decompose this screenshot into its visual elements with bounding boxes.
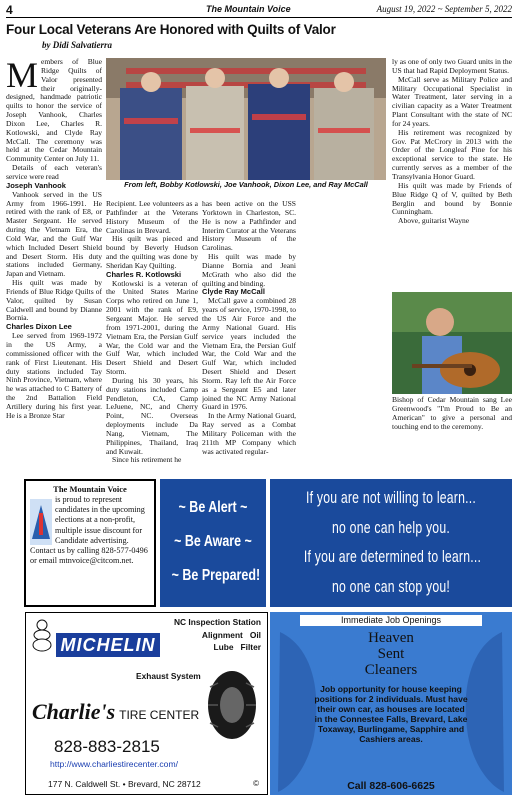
- paragraph: Kotlowski is a veteran of the United States Marine Corps who retired on June 1, 2001 with the rank of E9, Sergeant Major. He served from 1971-2001, during the Vietnam Era, the Persian Gulf War, the Cold war and the Gulf War, which included Desert Shield and Desert Storm.: [106, 278, 198, 377]
- ad-phone: Call 828-606-6625: [347, 780, 435, 792]
- michelin-logo: MICHELIN: [56, 633, 160, 657]
- article-column-3: [202, 200, 296, 478]
- learn-quote-ad: [270, 479, 512, 607]
- ad-line: no one can stop you!: [332, 576, 450, 596]
- paragraph: His quilt was made by Dianne Bornia and Jeani McGrath who also did the quilting and binding.: [202, 252, 296, 288]
- article-title: Four Local Veterans Are Honored with Quilts of Valor: [6, 22, 336, 37]
- veterans-photo: [106, 58, 386, 180]
- paragraph: Lee served from 1969-1972 in the US Army, a commissioned officer with the rank of First Lieutenant. His duty stations included Tay Ninh Province, Vietnam, where he was attached to C Battery of the 2nd Battalion Field Artillery during his first year. He is a Bronze Star: [6, 331, 102, 420]
- issue-dates: August 19, 2022 ~ September 5, 2022: [376, 4, 512, 14]
- ad-banner: Immediate Job Openings: [300, 615, 482, 626]
- ad-services: Alignment Oil: [201, 629, 261, 640]
- section-heading: Joseph Vanhook: [6, 180, 66, 190]
- paragraph: During his 30 years, his duty stations included Camp Pendleton, CA, Camp LeJuene, NC, and Cherry Point, NC. Overseas deployments include Da Nang, Vietnam, The Philippines, Thailand, Iraq and Kuwait.: [106, 375, 198, 456]
- flag-logo-icon: [30, 499, 52, 545]
- section-heading: Charles Dixon Lee: [6, 322, 72, 332]
- paragraph: McCall gave a combined 28 years of service, 1970-1998, to the US Air Force and the Army National Guard. His service years included the Vietnam Era, the Persian Gulf War, the Cold War and the Gulf War, which included Desert Shield and Desert Storm. Ray left the Air Force as a Sergeant E5 and later joined the NC Army National Guard in 1976.: [202, 296, 296, 412]
- paragraph: Recipient. Lee volunteers as a Pathfinder at the Veterans History Museum of the Carolinas in Brevard.: [106, 200, 198, 235]
- ad-services: Lube Filter: [213, 642, 261, 652]
- page-number: 4: [6, 3, 13, 17]
- heaven-sent-cleaners-ad: [270, 612, 512, 795]
- ad-business-name: [320, 630, 462, 678]
- tire-center-logo: [32, 699, 199, 725]
- paragraph: has been active on the USS Yorktown in Charleston, SC. He is now a Pathfinder and Interim Curator at the Veterans History Museum of the Carolinas.: [202, 200, 296, 253]
- paragraph: His quilt was pieced and bound by Beverly Hudson and the quilting was done by Sheridan Kay Quilting.: [106, 234, 198, 270]
- ad-name-line: Sent: [377, 646, 405, 662]
- article-column-4: [392, 58, 512, 290]
- paragraph: In the Army National Guard, Ray served as a Combat Military Policeman with the 211th MP Company which was activated regular-: [202, 411, 296, 456]
- ad-exhaust: Exhaust System: [136, 671, 201, 681]
- tire-icon: [204, 669, 260, 741]
- paragraph: ly as one of only two Guard units in the US that had Rapid Deployment Status.: [392, 58, 512, 75]
- ad-name-line: Heaven: [368, 630, 414, 646]
- ad-line: ~ Be Alert ~: [178, 499, 248, 516]
- ad-url-link[interactable]: http://www.charliestirecenter.com/: [50, 759, 178, 769]
- byline: by Didi Salvatierra: [42, 40, 112, 50]
- paragraph: His retirement was recognized by Gov. Pat McCrory in 2013 with the Order of the Longleaf Pine for his exceptional service to the state. He currently serves as a member of the Transylvania Honor Guard.: [392, 127, 512, 181]
- ad-business-name: TIRE CENTER: [119, 708, 200, 722]
- mountain-voice-ad: [24, 479, 156, 607]
- ad-body-text: is proud to represent candidates in the upcoming elections at a non-profit, multiple issue discount for Candidate advertising. Contact us by calling 828-577-0496 or email mtnvoice@citcom.net.: [30, 495, 148, 566]
- ad-line: ~ Be Aware ~: [174, 533, 252, 550]
- paragraph: Above, guitarist Wayne: [398, 216, 470, 226]
- paragraph: Bishop of Cedar Mountain sang Lee Greenwood's "I'm Proud to Be an American" to give a personal and touching end to the ceremony.: [392, 396, 512, 431]
- paragraph: His quilt was made by Friends of Blue Ridge Quilts of Valor, quilted by Susan Caldwell and bound by Dianne Bornia.: [6, 278, 102, 323]
- ad-services: NC Inspection Station: [173, 617, 261, 627]
- article-column-2: [106, 200, 198, 478]
- ad-phone: 828-883-2815: [54, 737, 160, 756]
- ad-business-name: Charlie's: [32, 699, 116, 724]
- guitarist-photo: [392, 292, 512, 394]
- photo-caption: From left, Bobby Kotlowski, Joe Vanhook, Dixon Lee, and Ray McCall: [124, 180, 368, 189]
- paragraph: His quilt was made by Friends of Blue Ridge Q of V, quilted by Beth Berglin and bound by Bonnie Cunningham.: [392, 180, 512, 217]
- ad-body-text: Job opportunity for house keeping positions for 2 individuals. Must have their own car, as houses are located in the Connestee Falls, Brevard, Lake Toxaway, Burlingame, Sapphire and Cashiers areas.: [314, 684, 468, 744]
- paragraph: embers of Blue Ridge Quilts of Valor presented their originally-designed, handmade patriotic quilts to honor the service of Joseph Vanhook, Charles Dixon Lee, Charles R. Kotlowski, and Clyde Ray McCall. The ceremony was held at the Cedar Mountain Community Center on July 11.: [6, 58, 102, 164]
- ad-line: If you are not willing to learn...: [306, 488, 476, 507]
- ad-publication-name: The Mountain Voice: [53, 484, 127, 494]
- paragraph: McCall serve as Military Police and Military Occupational Specialist in Water Treatment, later serving in a civilian capacity as a Water Treatment Plant Consultant with the state of NC for 24 years.: [392, 74, 512, 128]
- paragraph: Details of each veteran's service were read: [6, 163, 102, 181]
- section-heading: Clyde Ray McCall: [202, 287, 265, 297]
- ad-address: 177 N. Caldwell St. • Brevard, NC 28712: [48, 779, 201, 789]
- paragraph: Since his retirement he: [112, 455, 182, 465]
- ad-name-line: Cleaners: [364, 662, 418, 678]
- paragraph: Vanhook served in the US Army from 1966-1991. He retired with the rank of E8, or Master Sergeant. He served during the Vietnam Era, the Cold War, and the Gulf War which Included Desert Shield and Desert Storm. His duty stations included Germany, Japan and Vietnam.: [6, 189, 102, 279]
- tire-center-ad: [25, 612, 268, 795]
- ad-line: ~ Be Prepared!: [171, 567, 261, 584]
- page-header: [6, 4, 512, 18]
- ad-line: no one can help you.: [332, 517, 450, 537]
- drop-cap: M: [6, 58, 39, 95]
- article-column-4-end: [392, 396, 512, 476]
- be-alert-ad: [160, 479, 266, 607]
- masthead: The Mountain Voice: [206, 4, 291, 14]
- michelin-man-icon: [30, 619, 54, 653]
- ad-mark: ©: [253, 779, 259, 788]
- ad-line: If you are determined to learn...: [303, 547, 482, 566]
- section-heading: Charles R. Kotlowski: [106, 269, 182, 279]
- article-column-1: [6, 58, 102, 478]
